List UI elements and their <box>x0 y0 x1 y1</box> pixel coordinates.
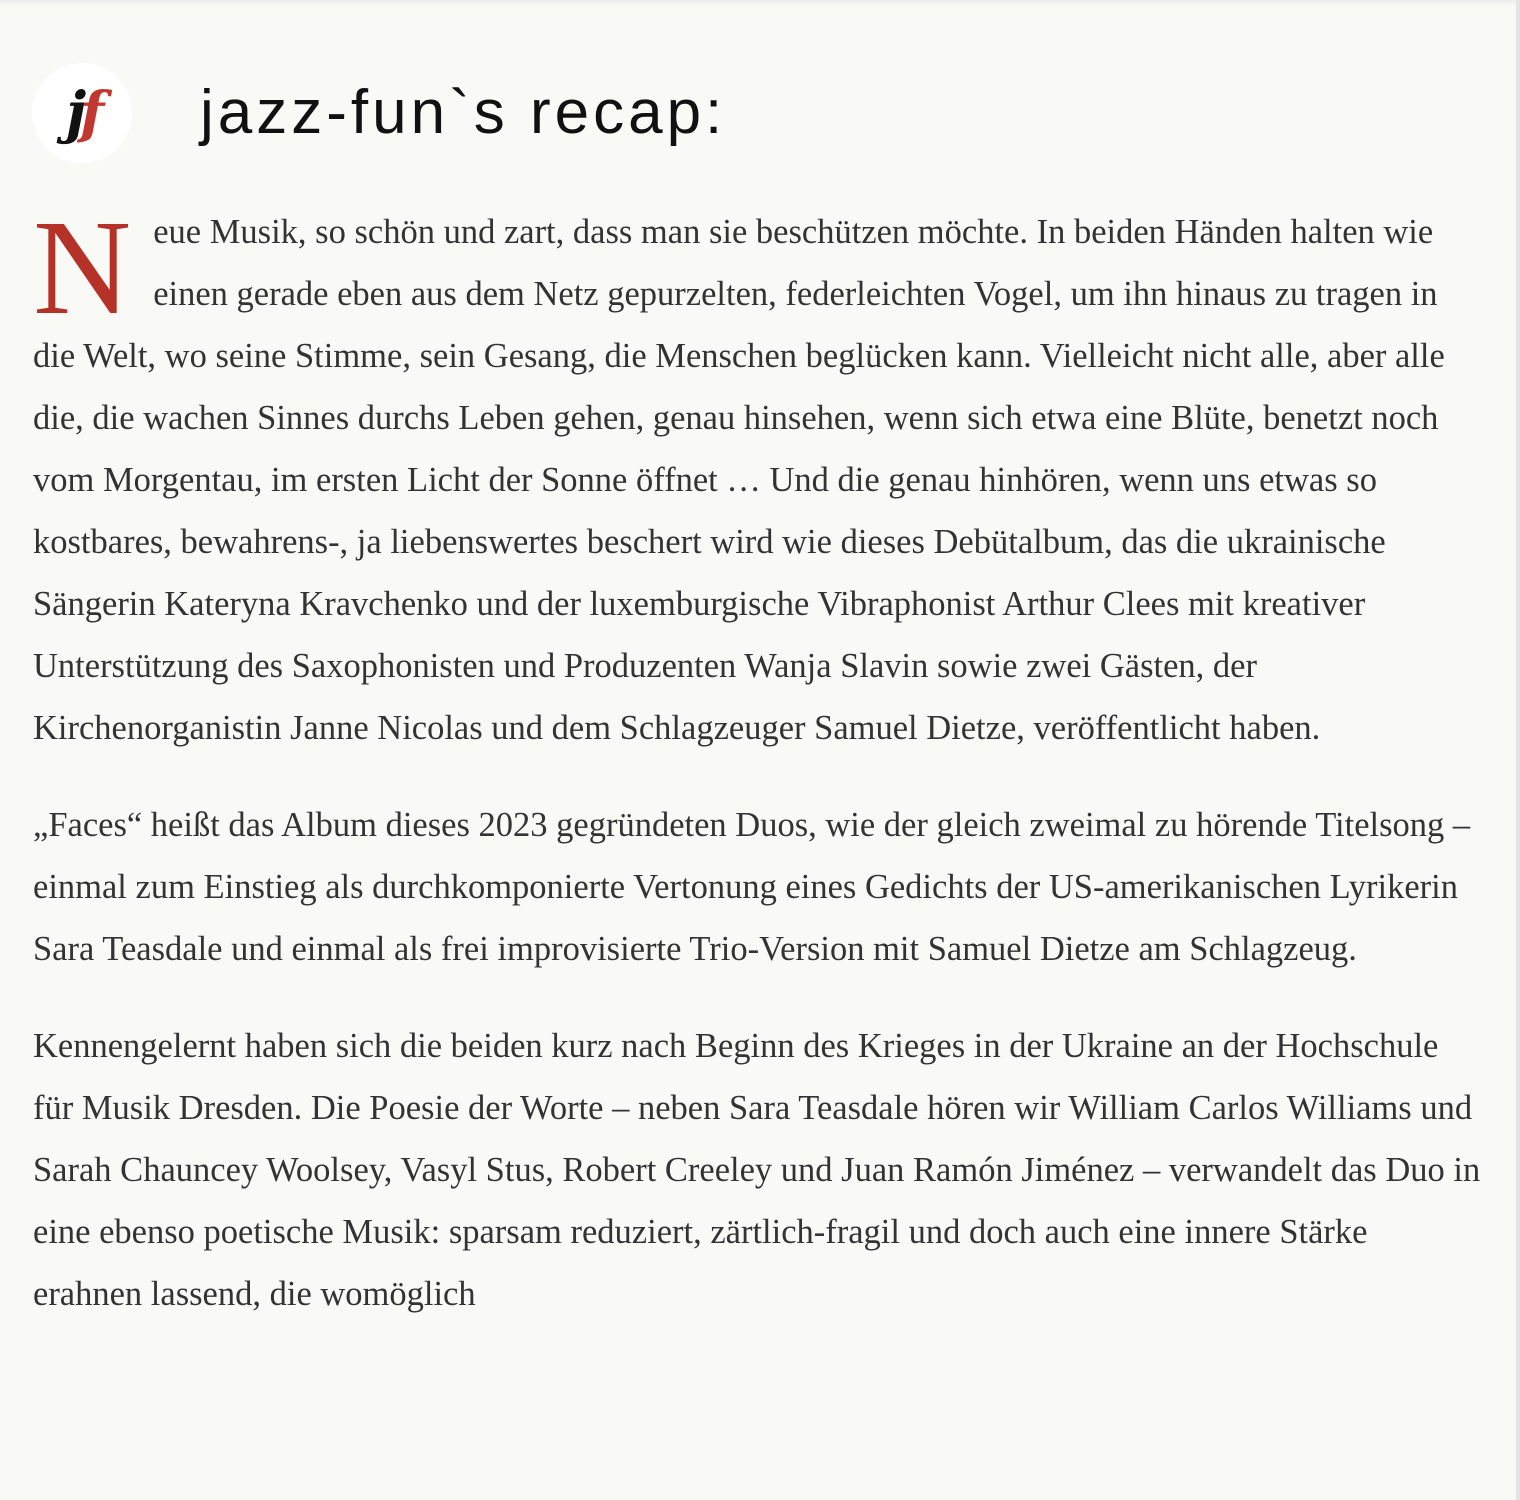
article-paragraph-3: Kennengelernt haben sich die beiden kurz nach Beginn des Krieges in der Ukraine an der Hochschule für Musik Dresden. Die Poesie der Worte – neben Sara Teasdale hören wir William Carlos Williams und Sarah Chauncey Woolsey, Vasyl Stus, Robert Creeley und Juan Ramón Jiménez – verwandelt das Duo in eine ebenso poetische Musik: sparsam reduziert, zärtlich-fragil und doch auch eine innere Stärke erahnen lassend, die womöglich <box>33 1027 1481 1313</box>
drop-cap: N <box>33 193 132 343</box>
article-body <box>33 193 1483 1360</box>
window-top-edge <box>0 0 1520 6</box>
logo-letter-f: f <box>80 80 99 146</box>
page-header <box>32 62 726 164</box>
article-paragraph-2: „Faces“ heißt das Album dieses 2023 gegründeten Duos, wie der gleich zweimal zu hörende Titelsong – einmal zum Einstieg als durchkomponierte Vertonung eines Gedichts der US-amerikanischen Lyrikerin Sara Teasdale und einmal als frei improvisierte Trio-Version mit Samuel Dietze am Schlagzeug. <box>33 806 1471 968</box>
jazz-fun-logo[interactable] <box>32 63 132 163</box>
logo-letter-j: j <box>65 80 81 146</box>
page-title: jazz-fun`s recap: <box>200 78 727 147</box>
article-paragraph-1 <box>33 193 1483 759</box>
scrollbar-track[interactable] <box>1516 0 1520 1500</box>
paragraph-1-text: eue Musik, so schön und zart, dass man sie beschützen möchte. In beiden Händen halten wie einen gerade eben aus dem Netz gepurzelten, federleichten Vogel, um ihn hinaus zu tragen in die Welt, wo seine Stimme, sein Gesang, die Menschen beglücken kann. Vielleicht nicht alle, aber alle die, die wachen Sinnes durchs Leben gehen, genau hinsehen, wenn sich etwa eine Blüte, benetzt noch vom Morgentau, im ersten Licht der Sonne öffnet … Und die genau hinhören, wenn uns etwas so kostbares, bewahrens-, ja liebenswertes beschert wird wie dieses Debütalbum, das die ukrainische Sängerin Kateryna Kravchenko und der luxemburgische Vibraphonist Arthur Clees mit kreativer Unterstützung des Saxophonisten und Produzenten Wanja Slavin sowie zwei Gästen, der Kirchenorganistin Janne Nicolas und dem Schlagzeuger Samuel Dietze, veröffentlicht haben. <box>33 213 1445 747</box>
